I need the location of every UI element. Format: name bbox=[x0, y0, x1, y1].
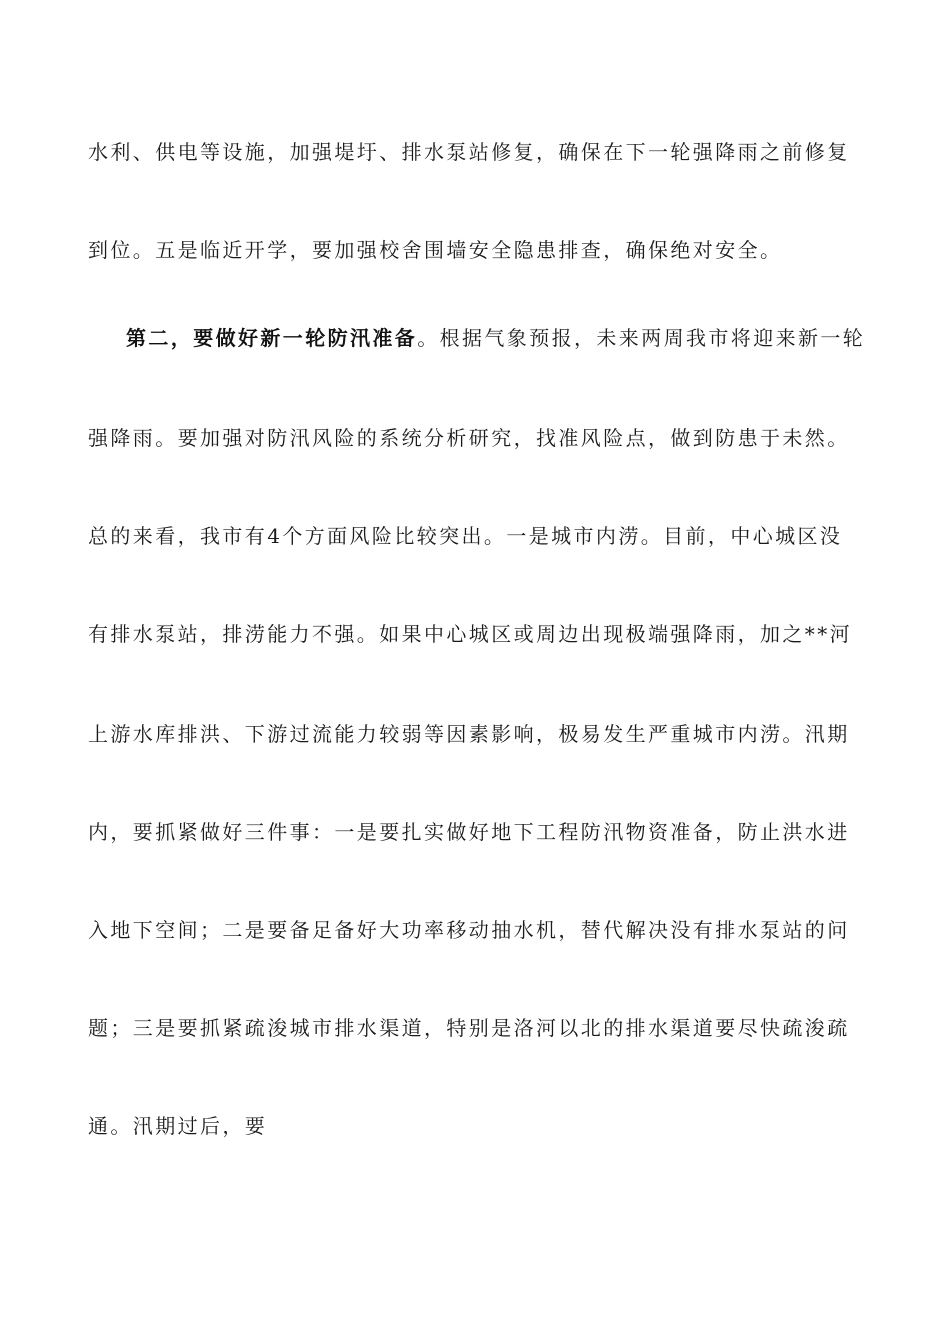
text-line-8: 内，要抓紧做好三件事：一是要扎实做好地下工程防汛物资准备，防止洪水进 bbox=[88, 820, 850, 844]
text-line-4: 强降雨。要加强对防汛风险的系统分析研究，找准风险点，做到防患于未然。 bbox=[88, 426, 850, 450]
text-line-11: 通。汛期过后，要 bbox=[88, 1114, 268, 1138]
text-line-2: 到位。五是临近开学，要加强校舍围墙安全隐患排查，确保绝对安全。 bbox=[88, 238, 783, 262]
section-heading: 第二，要做好新一轮防汛准备 bbox=[126, 326, 418, 350]
text-line-3 bbox=[126, 318, 868, 358]
text-line-7: 上游水库排洪、下游过流能力较弱等因素影响，极易发生严重城市内涝。汛期 bbox=[88, 722, 850, 746]
text-line-1: 水利、供电等设施，加强堤圩、排水泵站修复，确保在下一轮强降雨之前修复 bbox=[88, 140, 850, 164]
text-line-9: 入地下空间；二是要备足备好大功率移动抽水机，替代解决没有排水泵站的问 bbox=[88, 918, 850, 942]
text-line-6: 有排水泵站，排涝能力不强。如果中心城区或周边出现极端强降雨，加之**河 bbox=[88, 622, 852, 646]
text-line-10: 题；三是要抓紧疏浚城市排水渠道，特别是洛河以北的排水渠道要尽快疏浚疏 bbox=[88, 1016, 850, 1040]
text-line-5: 总的来看，我市有4个方面风险比较突出。一是城市内涝。目前，中心城区没 bbox=[88, 524, 843, 548]
section-heading-continuation: 。根据气象预报，未来两周我市将迎来新一轮 bbox=[417, 326, 866, 350]
